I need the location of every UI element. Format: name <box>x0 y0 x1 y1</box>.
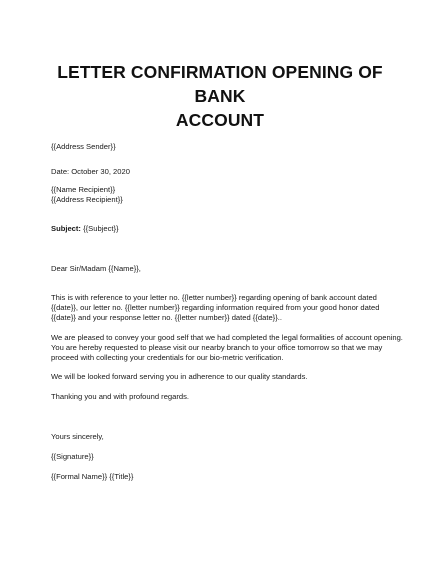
address-sender: {{Address Sender}} <box>51 142 116 151</box>
letter-date: Date: October 30, 2020 <box>51 167 130 176</box>
subject-label: Subject: <box>51 224 81 233</box>
para1-line-3: {{date}} and your response letter no. {{letter number}} dated {{date}}.. <box>51 313 282 322</box>
name-recipient: {{Name Recipient}} <box>51 185 116 194</box>
para1-line-2: {{date}}, our letter no. {{letter number}} regarding information required from your good honor dated <box>51 303 380 312</box>
para2-line-3: proceed with collecting your credentials for our bio-metric verification. <box>51 353 284 362</box>
letter-title <box>30 60 410 132</box>
subject-line <box>51 223 119 234</box>
closing: Yours sincerely, <box>51 432 104 441</box>
para3: We will be looked forward serving you in adherence to our quality standards. <box>51 372 308 381</box>
para1-line-1: This is with reference to your letter no. {{letter number}} regarding opening of bank account dated <box>51 293 377 302</box>
formal-name-title: {{Formal Name}} {{Title}} <box>51 472 134 481</box>
salutation: Dear Sir/Madam {{Name}}, <box>51 264 141 273</box>
para2-line-2: You are hereby requested to please visit our nearby branch to your office tomorrow so that we may <box>51 343 383 352</box>
para2-line-1: We are pleased to convey your good self that we had completed the legal formalities of account opening. <box>51 333 403 342</box>
para4: Thanking you and with profound regards. <box>51 392 190 401</box>
address-recipient: {{Address Recipient}} <box>51 195 123 204</box>
title-line-1: LETTER CONFIRMATION OPENING OF BANK <box>57 62 383 106</box>
title-line-2: ACCOUNT <box>175 110 265 130</box>
subject-value: {{Subject}} <box>80 224 119 233</box>
signature: {{Signature}} <box>51 452 94 461</box>
